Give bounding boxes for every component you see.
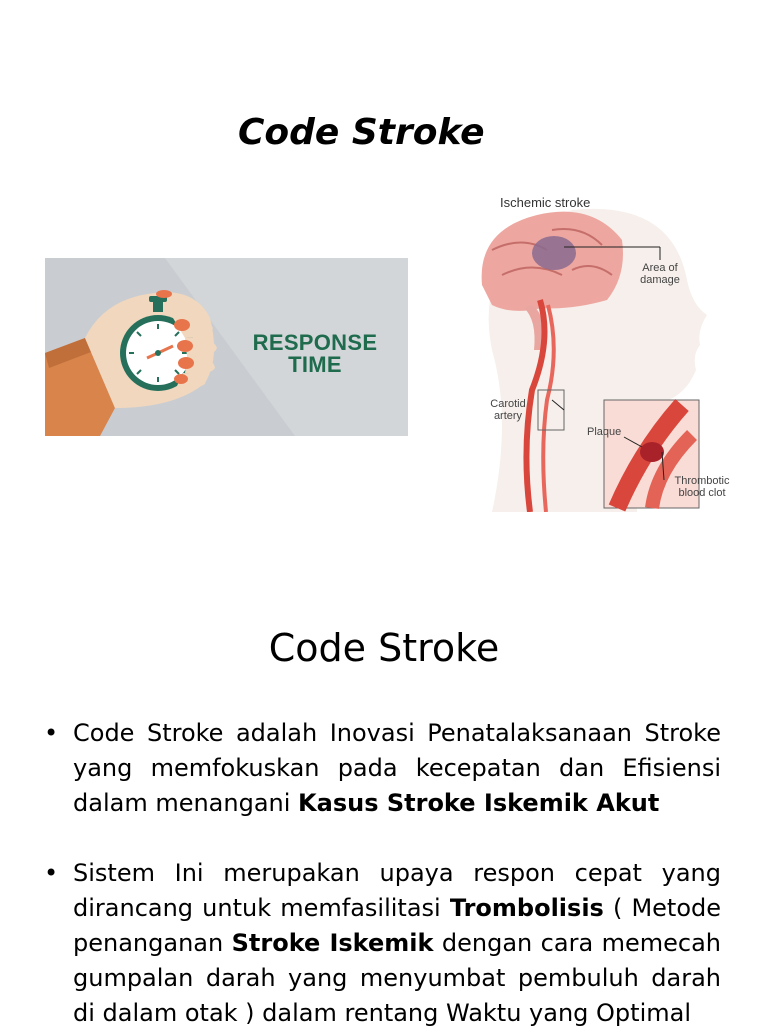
ischemic-stroke-diagram: [452, 190, 742, 512]
bullet-dot-icon: •: [44, 859, 59, 887]
slide-2-title: Code Stroke: [268, 626, 500, 670]
bullet-text: ( Metode penanganan: [73, 894, 722, 957]
diagram-title: Ischemic stroke: [500, 195, 591, 210]
bullet-text: Sistem Ini merupakan upaya respon cepat yang dirancang untuk memfasilitasi: [73, 859, 721, 922]
thrombotic-clot-label: Thrombotic blood clot: [674, 475, 730, 499]
slide-1-title: Code Stroke: [238, 112, 485, 153]
bullet-bold-text: Trombolisis: [449, 894, 604, 922]
bullet-text: Code Stroke adalah Inovasi Penatalaksanaan Stroke yang memfokuskan pada kecepatan dan Efisiensi dalam menangani: [73, 719, 721, 817]
brain-artery-illustration: [452, 190, 742, 512]
area-of-damage-label: Area of damage: [640, 262, 680, 286]
bullet-bold-text: Kasus Stroke Iskemik Akut: [298, 789, 660, 817]
response-time-label: RESPONSE TIME: [252, 330, 378, 377]
response-time-image: [45, 258, 408, 436]
bullet-item: [44, 716, 721, 821]
carotid-artery-label: Carotid artery: [490, 398, 526, 422]
bullet-item: [44, 856, 721, 1031]
bullet-dot-icon: •: [44, 719, 59, 747]
bullet-text: dengan cara memecah gumpalan darah yang menyumbat pembuluh darah di dalam otak ) dalam rentang Waktu yang Optimal: [73, 929, 721, 1027]
plaque-label: Plaque: [587, 426, 622, 438]
bullet-list: [44, 716, 721, 1031]
bullet-bold-text: Stroke Iskemik: [231, 929, 434, 957]
